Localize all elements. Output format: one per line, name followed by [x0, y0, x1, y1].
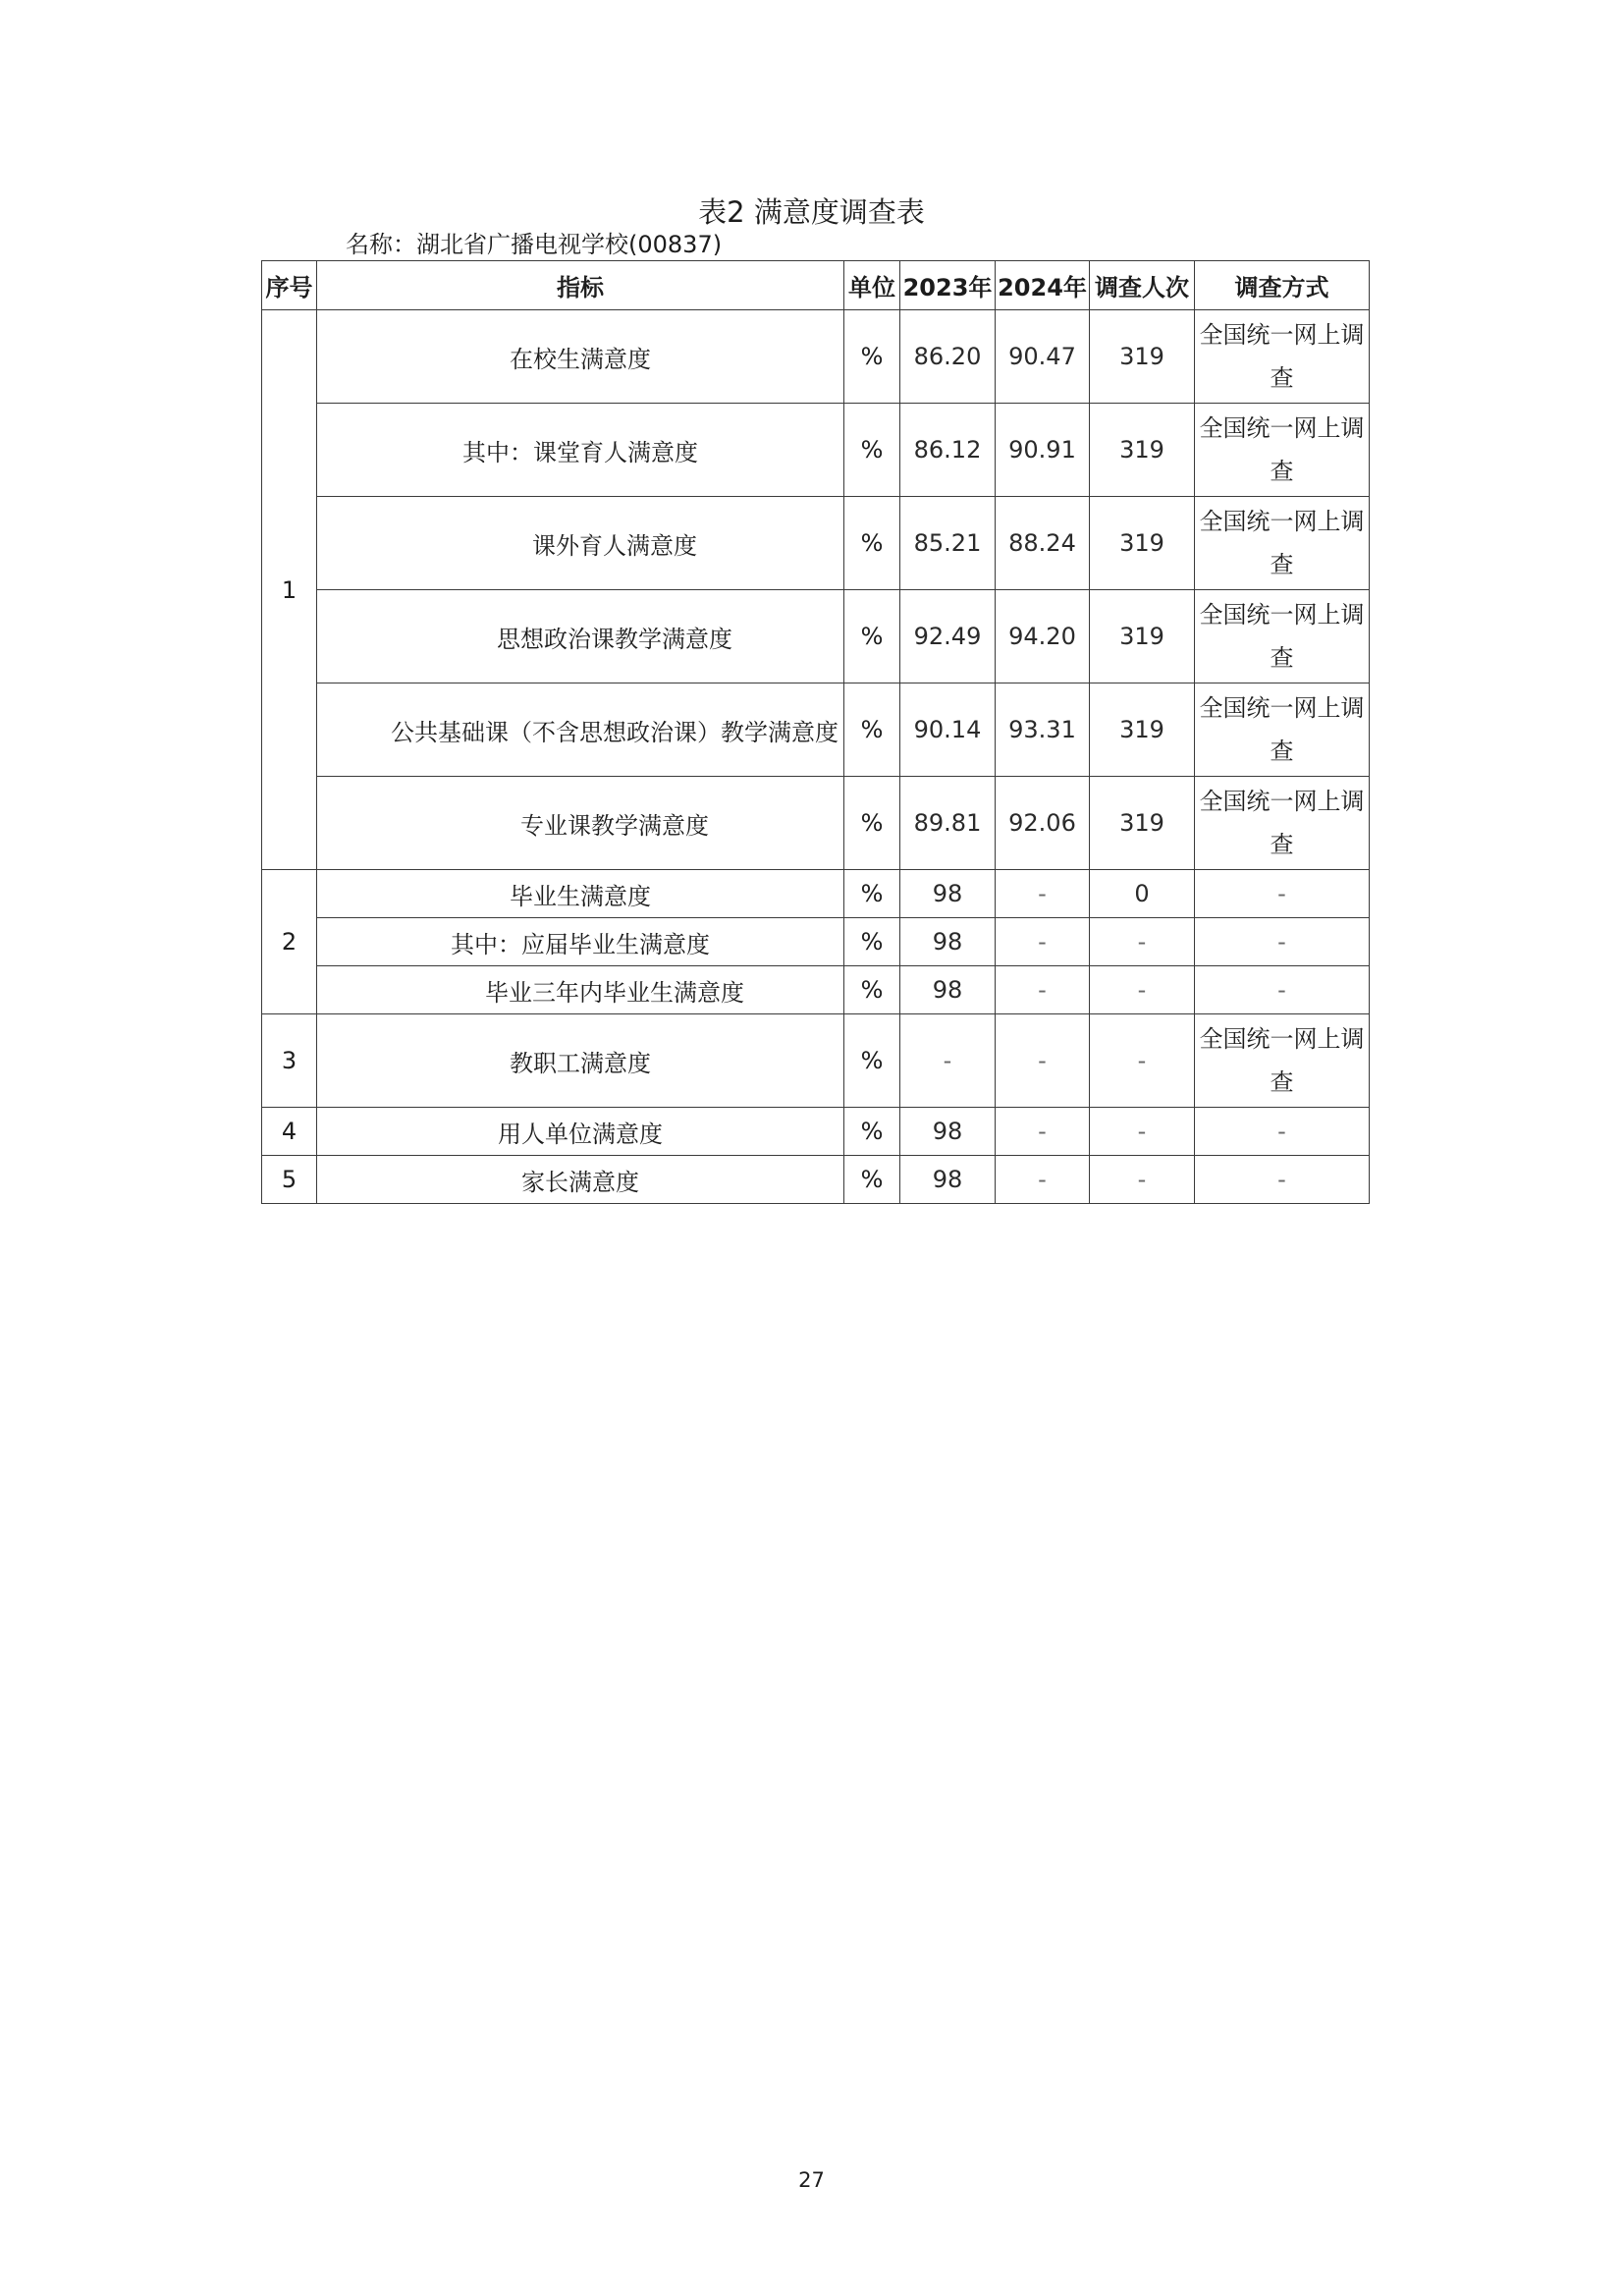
value-2024-cell: - — [996, 918, 1090, 966]
count-cell: 319 — [1090, 777, 1195, 870]
header-method: 调查方式 — [1195, 261, 1370, 310]
value-2024-cell: - — [996, 1014, 1090, 1108]
indicator-cell: 用人单位满意度 — [317, 1108, 844, 1156]
count-cell: 319 — [1090, 310, 1195, 404]
value-2024-cell: 90.91 — [996, 404, 1090, 497]
method-cell: 全国统一网上调查 — [1195, 310, 1370, 404]
seq-cell: 4 — [262, 1108, 317, 1156]
value-2024-cell: - — [996, 1108, 1090, 1156]
indicator-cell: 毕业生满意度 — [317, 870, 844, 918]
count-cell: - — [1090, 966, 1195, 1014]
header-seq: 序号 — [262, 261, 317, 310]
table-row — [262, 683, 1370, 777]
header-count: 调查人次 — [1090, 261, 1195, 310]
unit-cell: % — [844, 590, 900, 683]
indicator-cell: 在校生满意度 — [317, 310, 844, 404]
value-2023-cell: 86.20 — [900, 310, 996, 404]
value-2024-cell: - — [996, 1156, 1090, 1204]
value-2023-cell: 98 — [900, 918, 996, 966]
header-2024: 2024年 — [996, 261, 1090, 310]
unit-cell: % — [844, 1108, 900, 1156]
indicator-cell: 其中：应届毕业生满意度 — [317, 918, 844, 966]
table-row — [262, 404, 1370, 497]
method-cell: 全国统一网上调查 — [1195, 497, 1370, 590]
indicator-cell: 毕业三年内毕业生满意度 — [317, 966, 844, 1014]
table-row — [262, 1108, 1370, 1156]
count-cell: - — [1090, 1108, 1195, 1156]
method-cell: - — [1195, 918, 1370, 966]
value-2023-cell: 98 — [900, 870, 996, 918]
seq-cell: 3 — [262, 1014, 317, 1108]
value-2023-cell: - — [900, 1014, 996, 1108]
value-2024-cell: 94.20 — [996, 590, 1090, 683]
header-unit: 单位 — [844, 261, 900, 310]
method-cell: 全国统一网上调查 — [1195, 404, 1370, 497]
method-cell: 全国统一网上调查 — [1195, 777, 1370, 870]
indicator-cell: 教职工满意度 — [317, 1014, 844, 1108]
count-cell: 319 — [1090, 590, 1195, 683]
seq-cell: 1 — [262, 310, 317, 870]
unit-cell: % — [844, 918, 900, 966]
page-number: 27 — [798, 2168, 825, 2192]
value-2024-cell: 92.06 — [996, 777, 1090, 870]
indicator-cell: 公共基础课（不含思想政治课）教学满意度 — [317, 683, 844, 777]
table-row — [262, 870, 1370, 918]
table-row — [262, 1014, 1370, 1108]
value-2024-cell: 93.31 — [996, 683, 1090, 777]
count-cell: 0 — [1090, 870, 1195, 918]
count-cell: 319 — [1090, 683, 1195, 777]
table-row — [262, 590, 1370, 683]
table-row — [262, 497, 1370, 590]
unit-cell: % — [844, 966, 900, 1014]
unit-cell: % — [844, 1156, 900, 1204]
unit-cell: % — [844, 1014, 900, 1108]
value-2023-cell: 98 — [900, 966, 996, 1014]
table-title: 表2 满意度调查表 — [698, 195, 925, 229]
method-cell: - — [1195, 966, 1370, 1014]
indicator-cell: 课外育人满意度 — [317, 497, 844, 590]
value-2024-cell: - — [996, 870, 1090, 918]
seq-cell: 2 — [262, 870, 317, 1014]
indicator-cell: 专业课教学满意度 — [317, 777, 844, 870]
method-cell: - — [1195, 1108, 1370, 1156]
value-2023-cell: 98 — [900, 1156, 996, 1204]
unit-cell: % — [844, 683, 900, 777]
method-cell: 全国统一网上调查 — [1195, 1014, 1370, 1108]
method-cell: - — [1195, 1156, 1370, 1204]
unit-cell: % — [844, 497, 900, 590]
indicator-cell: 思想政治课教学满意度 — [317, 590, 844, 683]
table-row — [262, 1156, 1370, 1204]
count-cell: - — [1090, 1156, 1195, 1204]
unit-cell: % — [844, 310, 900, 404]
count-cell: 319 — [1090, 404, 1195, 497]
table-row — [262, 966, 1370, 1014]
count-cell: - — [1090, 918, 1195, 966]
value-2023-cell: 85.21 — [900, 497, 996, 590]
value-2023-cell: 86.12 — [900, 404, 996, 497]
value-2024-cell: 88.24 — [996, 497, 1090, 590]
indicator-cell: 家长满意度 — [317, 1156, 844, 1204]
count-cell: - — [1090, 1014, 1195, 1108]
table-row — [262, 310, 1370, 404]
satisfaction-table — [261, 260, 1370, 1204]
unit-cell: % — [844, 777, 900, 870]
seq-cell: 5 — [262, 1156, 317, 1204]
method-cell: - — [1195, 870, 1370, 918]
value-2024-cell: 90.47 — [996, 310, 1090, 404]
value-2023-cell: 92.49 — [900, 590, 996, 683]
organization-name: 名称：湖北省广播电视学校(00837) — [346, 231, 723, 258]
header-row — [262, 261, 1370, 310]
table-row — [262, 918, 1370, 966]
value-2023-cell: 90.14 — [900, 683, 996, 777]
method-cell: 全国统一网上调查 — [1195, 683, 1370, 777]
indicator-cell: 其中：课堂育人满意度 — [317, 404, 844, 497]
method-cell: 全国统一网上调查 — [1195, 590, 1370, 683]
count-cell: 319 — [1090, 497, 1195, 590]
header-2023: 2023年 — [900, 261, 996, 310]
value-2023-cell: 89.81 — [900, 777, 996, 870]
table-row — [262, 777, 1370, 870]
value-2024-cell: - — [996, 966, 1090, 1014]
value-2023-cell: 98 — [900, 1108, 996, 1156]
unit-cell: % — [844, 870, 900, 918]
unit-cell: % — [844, 404, 900, 497]
header-indicator: 指标 — [317, 261, 844, 310]
